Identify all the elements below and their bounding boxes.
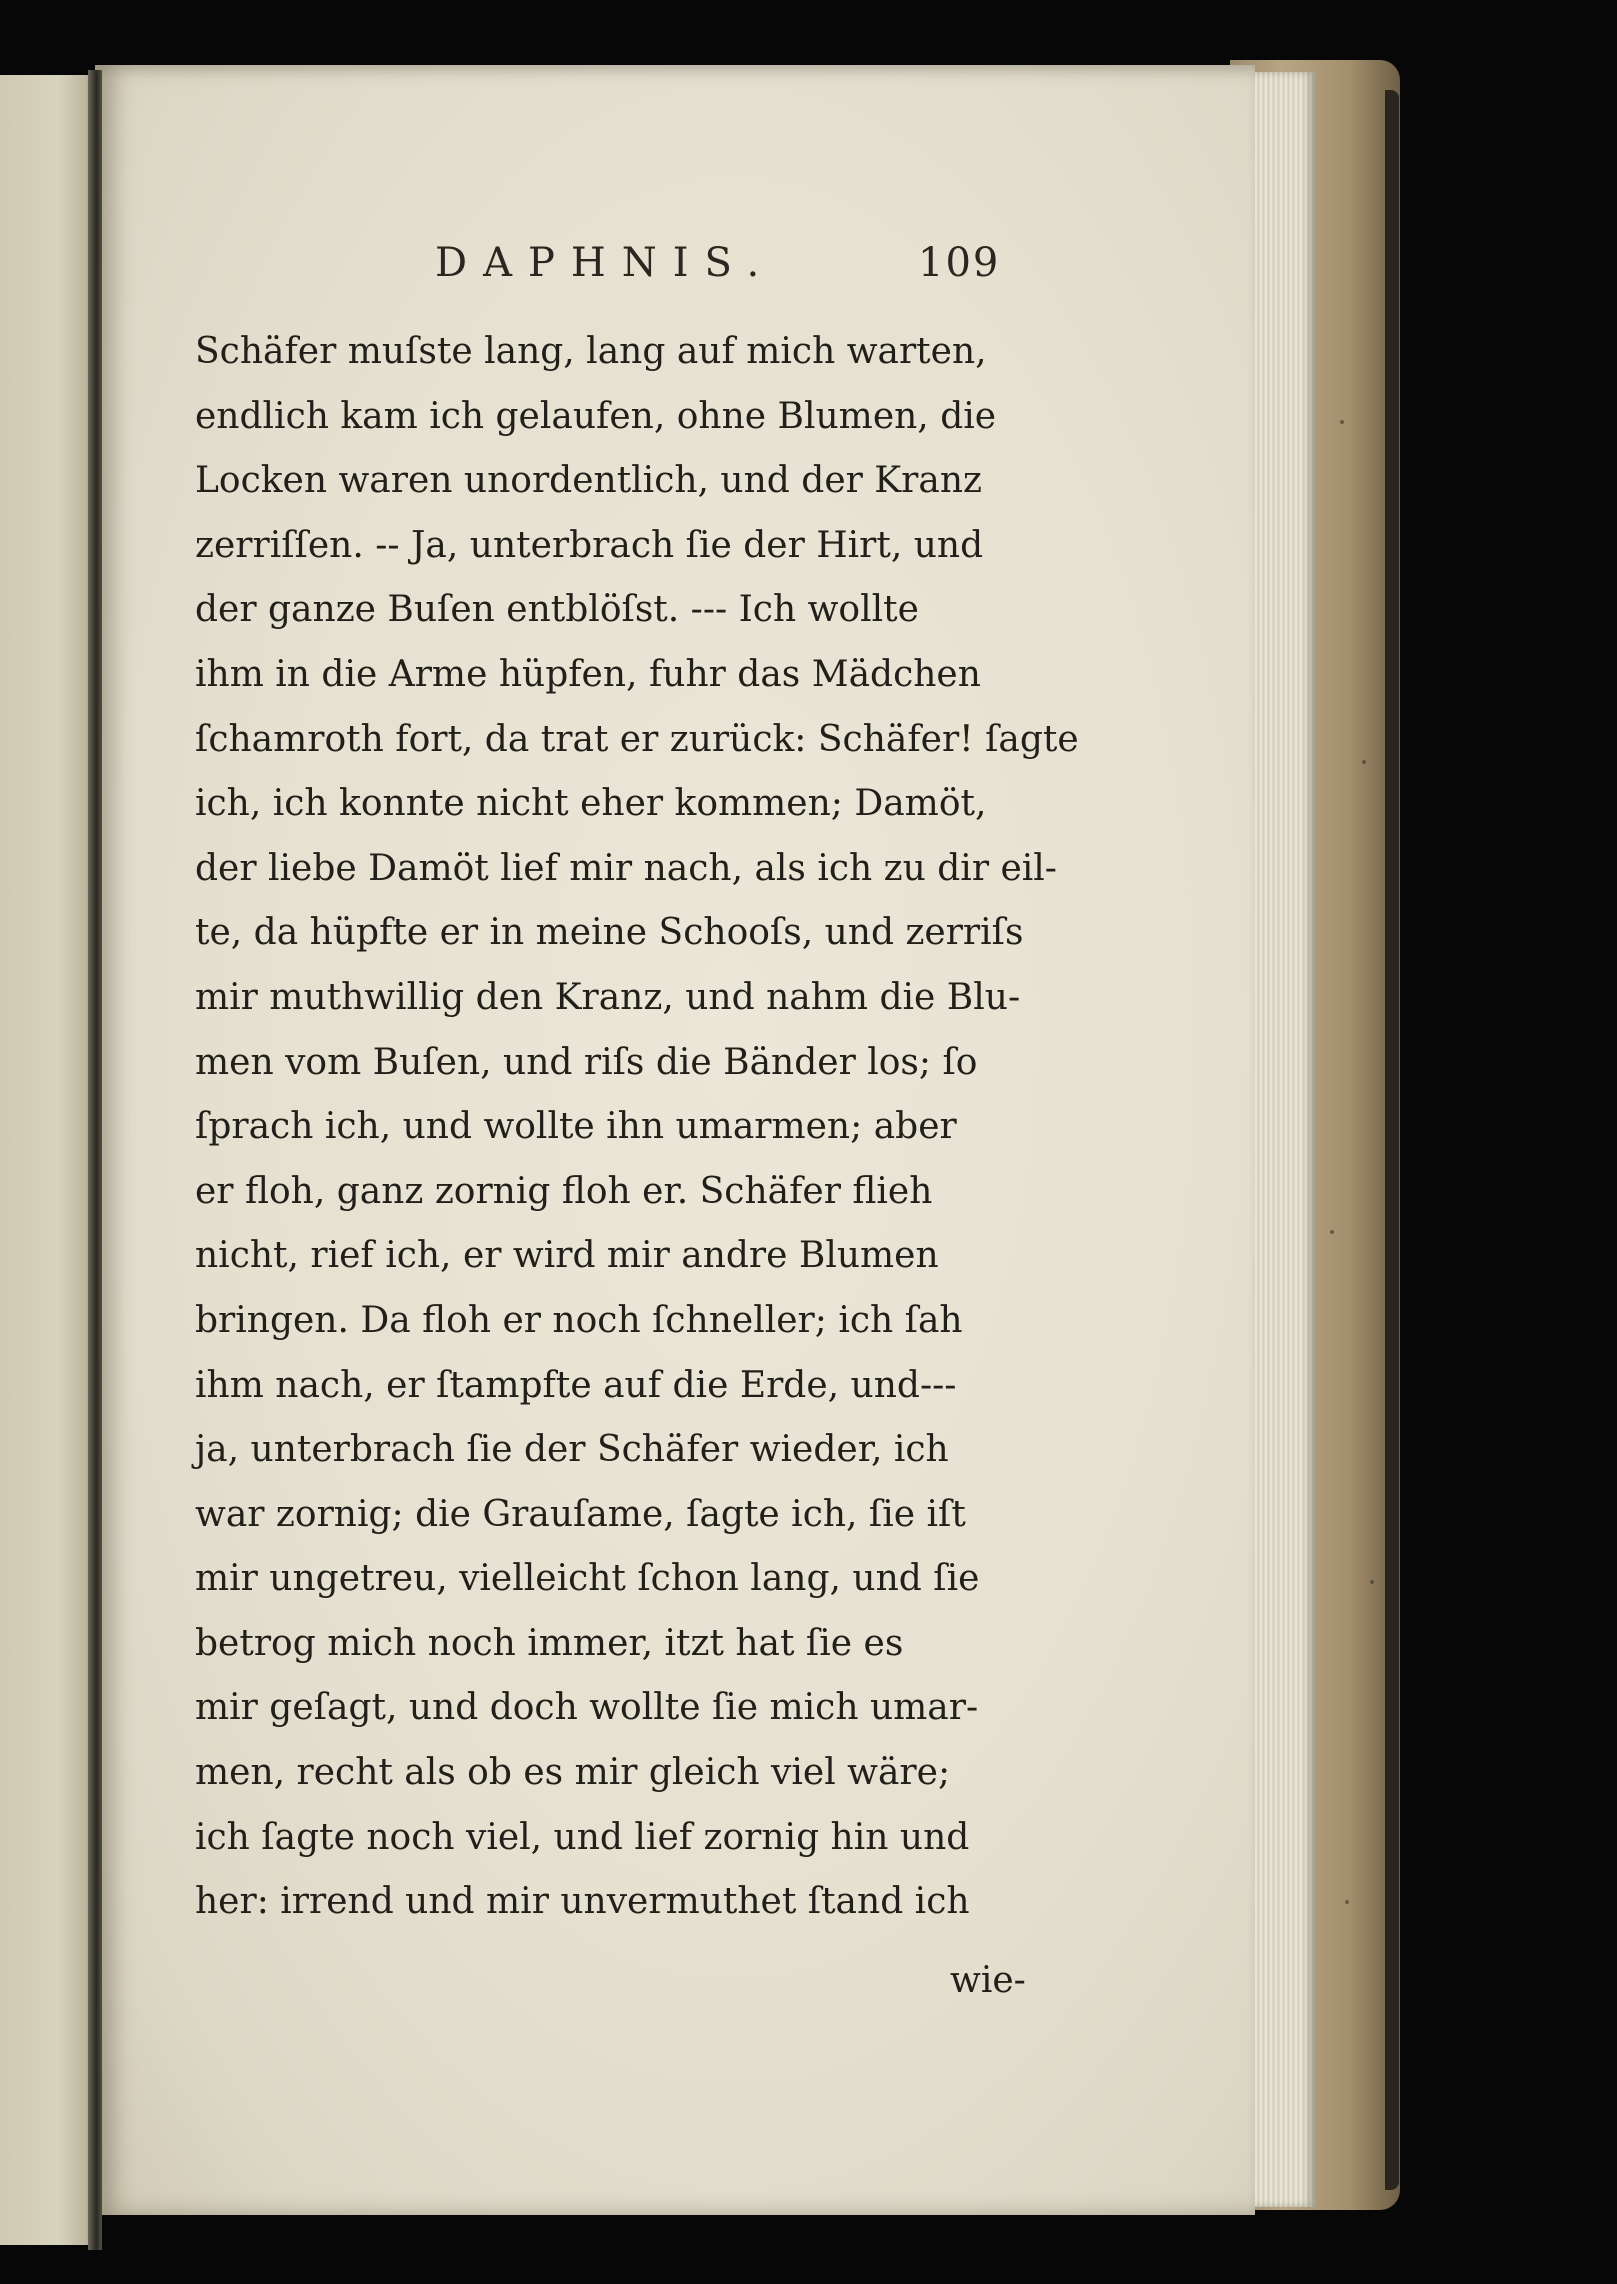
text-line: ja, unterbrach ſie der Schäfer wieder, ich [195, 1429, 949, 1471]
text-line: her: irrend und mir unvermuthet ſtand ich [195, 1881, 970, 1923]
foxing-speck [1345, 1900, 1349, 1904]
text-line: men vom Buſen, und riſs die Bänder los; ſo [195, 1041, 978, 1083]
text-line: te, da hüpfte er in meine Schooſs, und zerriſs [195, 912, 1024, 954]
book-gutter [88, 70, 102, 2250]
text-line: men, recht als ob es mir gleich viel wäre; [195, 1752, 951, 1794]
book-page [95, 65, 1255, 2215]
text-line: ihm nach, er ſtampfte auf die Erde, und--- [195, 1364, 957, 1406]
text-line: ich ſagte noch viel, und lief zornig hin und [195, 1816, 970, 1858]
foxing-speck [1362, 760, 1366, 764]
body-text [195, 320, 1155, 1935]
text-line: der ganze Buſen entblöſst. --- Ich wollte [195, 589, 919, 631]
left-facing-page-edge [0, 75, 95, 2245]
text-line: ich, ich konnte nicht eher kommen; Damöt, [195, 783, 987, 825]
text-line: der liebe Damöt lief mir nach, als ich zu dir eil- [195, 847, 1057, 889]
foxing-speck [1370, 1580, 1374, 1584]
text-line: mir geſagt, und doch wollte ſie mich umar- [195, 1687, 979, 1729]
foxing-speck [1330, 1230, 1334, 1234]
text-line: endlich kam ich gelaufen, ohne Blumen, die [195, 395, 997, 437]
text-line: zerriſſen. -- Ja, unterbrach ſie der Hirt, und [195, 524, 984, 566]
cover-edge [1385, 90, 1399, 2190]
foxing-speck [1340, 420, 1344, 424]
catchword: wie- [950, 1960, 1026, 2001]
text-line: nicht, rief ich, er wird mir andre Blumen [195, 1235, 939, 1277]
text-line: Schäfer muſste lang, lang auf mich warten, [195, 331, 987, 372]
text-line: betrog mich noch immer, itzt hat ſie es [195, 1622, 904, 1664]
text-line: bringen. Da floh er noch ſchneller; ich ſah [195, 1299, 963, 1341]
text-line: ihm in die Arme hüpfen, fuhr das Mädchen [195, 653, 981, 695]
text-line: Locken waren unordentlich, und der Kranz [195, 460, 983, 502]
text-line: ſchamroth fort, da trat er zurück: Schäfer! ſagte [195, 718, 1079, 760]
running-head-title: DAPHNIS. [435, 240, 776, 286]
text-line: mir ungetreu, vielleicht ſchon lang, und ſie [195, 1558, 980, 1600]
text-line: war zornig; die Grauſame, ſagte ich, ſie iſt [195, 1493, 966, 1535]
text-line: ſprach ich, und wollte ihn umarmen; aber [195, 1106, 957, 1148]
text-line: mir muthwillig den Kranz, und nahm die Blu- [195, 976, 1021, 1018]
page-number: 109 [918, 240, 1001, 286]
text-line: er floh, ganz zornig floh er. Schäfer flieh [195, 1170, 933, 1212]
